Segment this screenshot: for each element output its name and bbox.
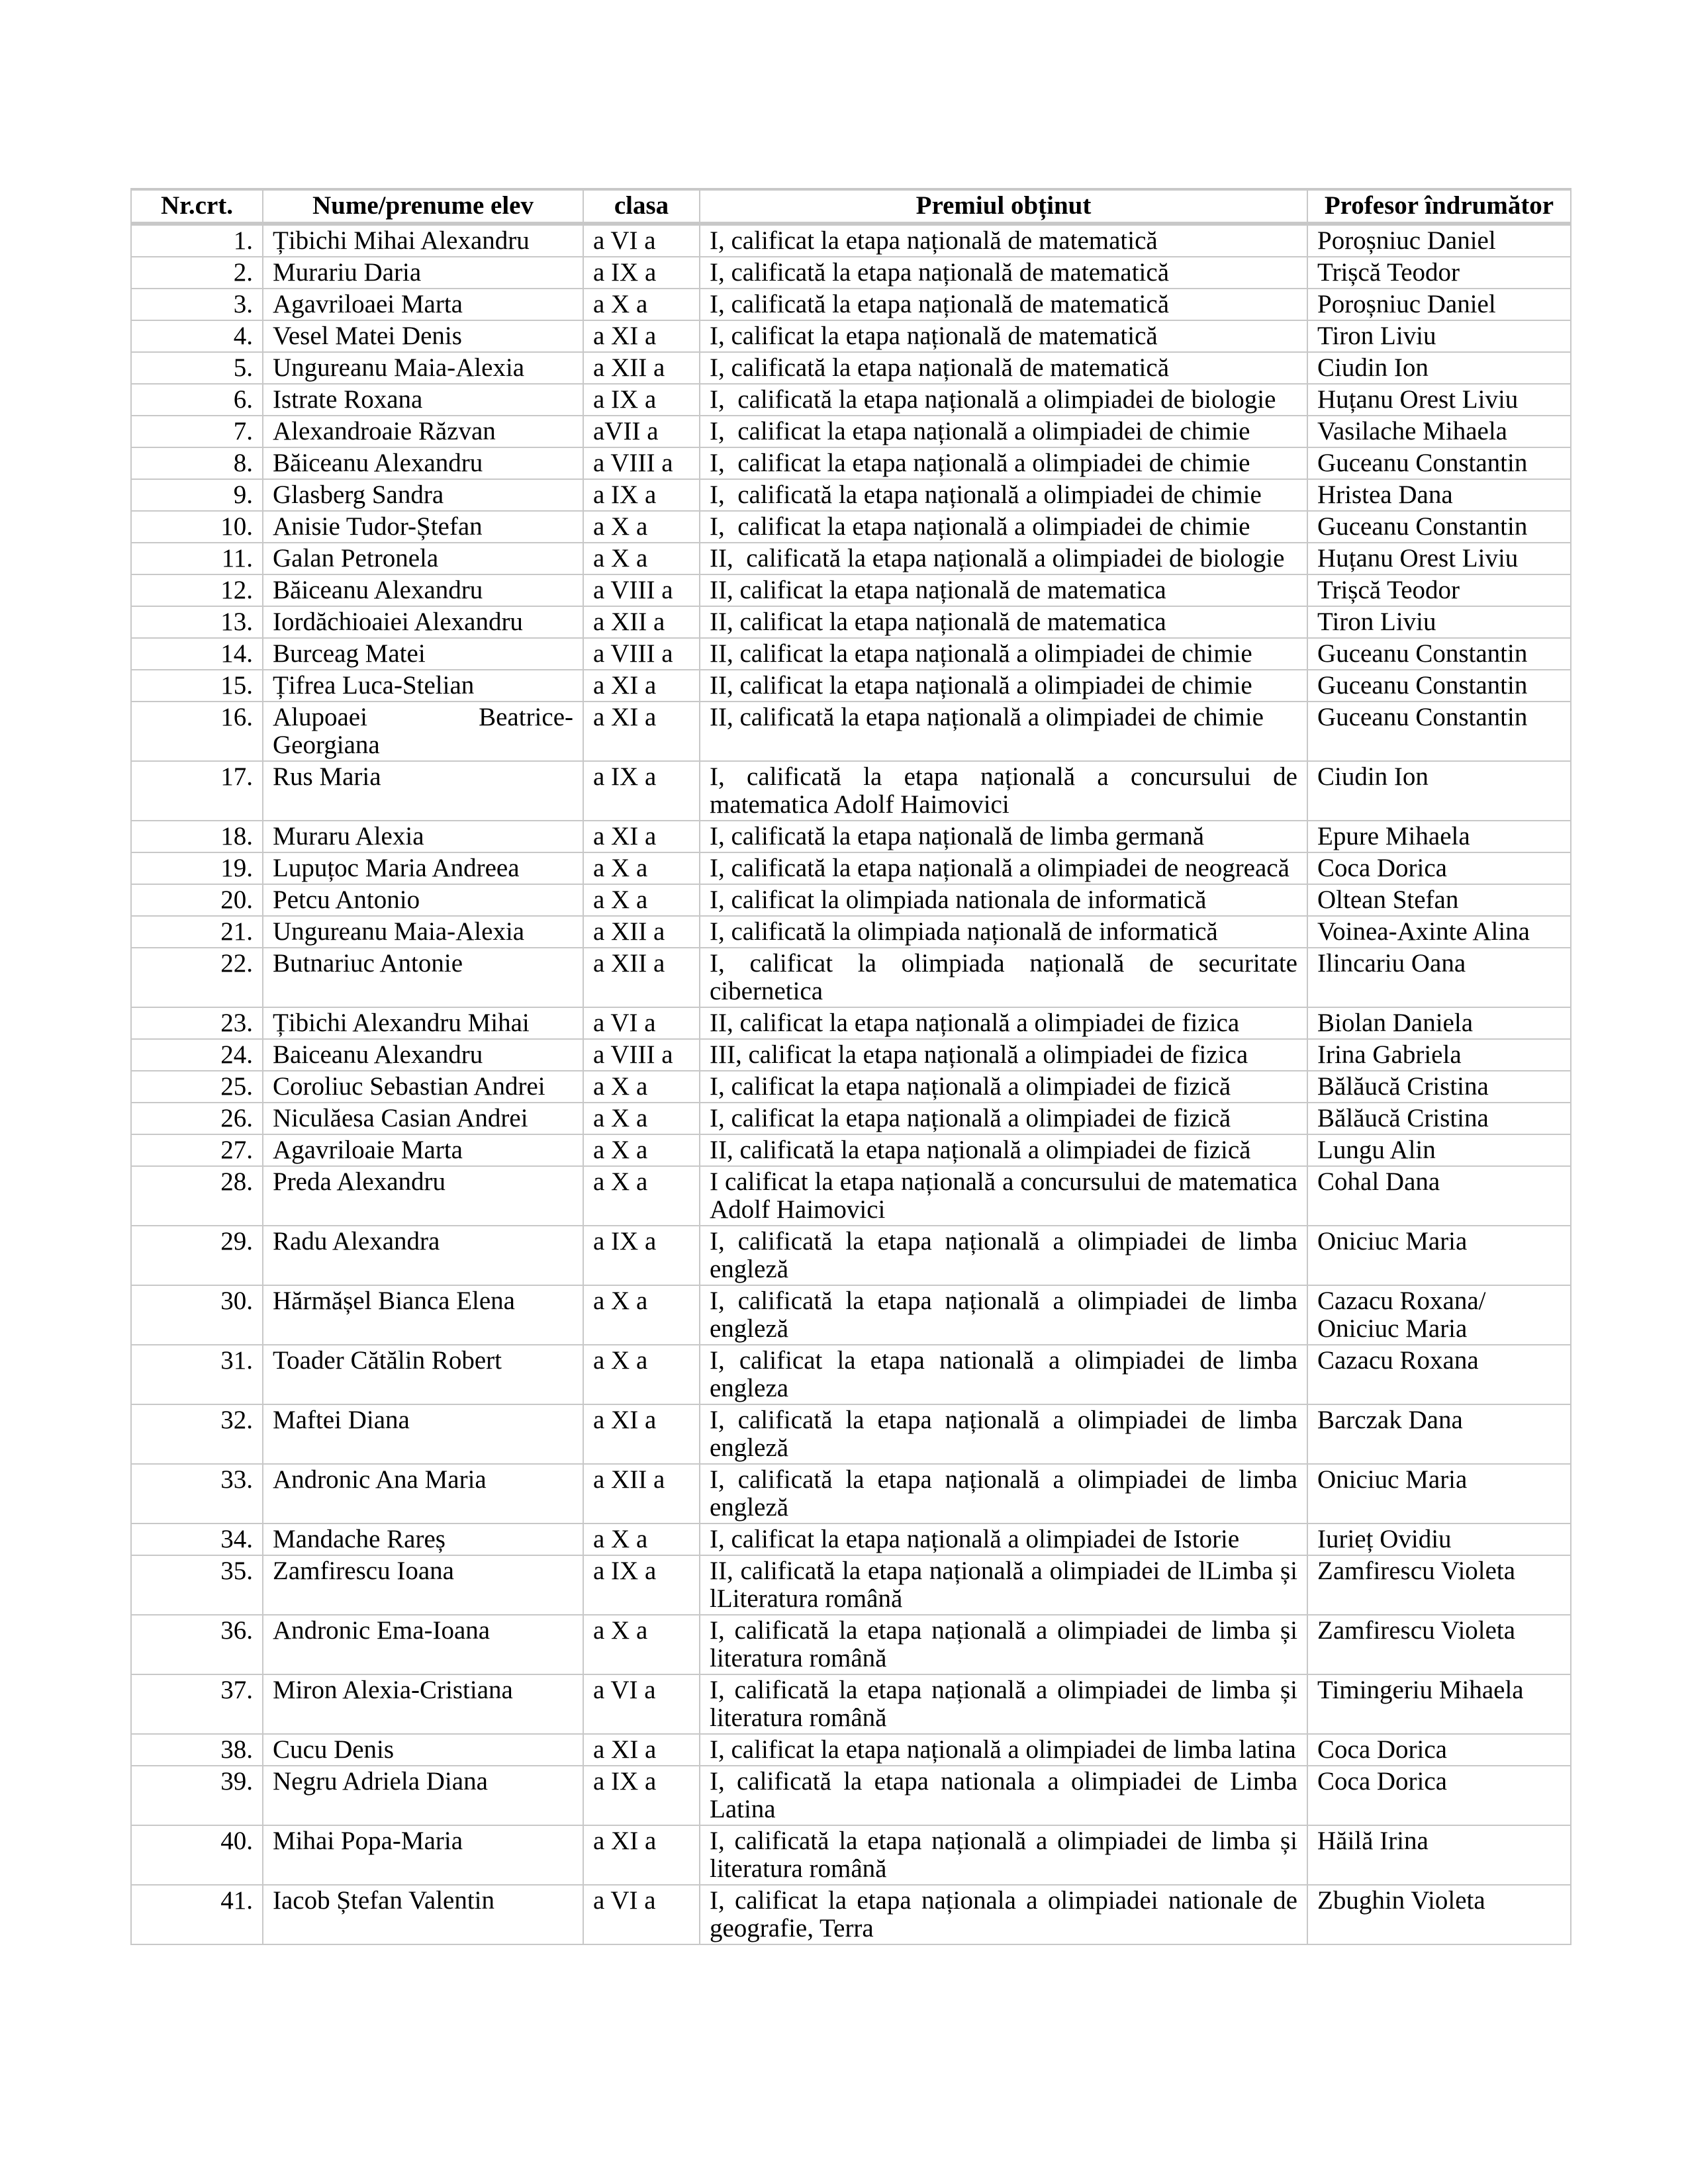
student-class: a IX a [583, 257, 700, 289]
row-number: 19. [131, 852, 263, 884]
student-name: Alexandroaie Răzvan [263, 416, 583, 447]
table-row [131, 1226, 1571, 1285]
teacher-name: Bălăucă Cristina [1307, 1071, 1571, 1103]
student-class: a XI a [583, 1825, 700, 1885]
student-name: Glasberg Sandra [263, 479, 583, 511]
student-class: a X a [583, 1071, 700, 1103]
row-number: 14. [131, 638, 263, 670]
prize-text: I, calificată la etapa națională de limba germană [700, 821, 1307, 852]
column-header-name: Nume/prenume elev [263, 189, 583, 224]
student-class: a X a [583, 1524, 700, 1555]
student-class: a XI a [583, 670, 700, 702]
row-number: 6. [131, 384, 263, 416]
table-row [131, 1166, 1571, 1226]
teacher-name: Guceanu Constantin [1307, 447, 1571, 479]
teacher-name: Guceanu Constantin [1307, 511, 1571, 543]
student-class: a IX a [583, 384, 700, 416]
student-name: Vesel Matei Denis [263, 320, 583, 352]
teacher-name: Trișcă Teodor [1307, 574, 1571, 606]
teacher-name: Voinea-Axinte Alina [1307, 916, 1571, 948]
row-number: 4. [131, 320, 263, 352]
row-number: 23. [131, 1007, 263, 1039]
prize-text: I, calificată la etapa națională a olimpiadei de limba și literatura română [700, 1825, 1307, 1885]
student-name: Niculăesa Casian Andrei [263, 1103, 583, 1134]
student-name: Preda Alexandru [263, 1166, 583, 1226]
table-row [131, 948, 1571, 1007]
student-class: a XI a [583, 320, 700, 352]
student-class: a X a [583, 1285, 700, 1345]
teacher-name: Bălăucă Cristina [1307, 1103, 1571, 1134]
table-row [131, 1555, 1571, 1615]
row-number: 30. [131, 1285, 263, 1345]
row-number: 11. [131, 543, 263, 574]
row-number: 33. [131, 1464, 263, 1524]
student-class: a X a [583, 852, 700, 884]
teacher-name: Zamfirescu Violeta [1307, 1615, 1571, 1674]
student-name: Radu Alexandra [263, 1226, 583, 1285]
student-name: Andronic Ema-Ioana [263, 1615, 583, 1674]
prize-text: II, calificată la etapa națională a olimpiadei de biologie [700, 543, 1307, 574]
row-number: 35. [131, 1555, 263, 1615]
student-class: a IX a [583, 479, 700, 511]
student-class: a VI a [583, 1885, 700, 1944]
prize-text: I, calificată la etapa națională a olimpiadei de limba engleză [700, 1285, 1307, 1345]
prize-text: I, calificată la etapa nationala a olimpiadei de Limba Latina [700, 1766, 1307, 1825]
teacher-name: Oltean Stefan [1307, 884, 1571, 916]
teacher-name: Cohal Dana [1307, 1166, 1571, 1226]
row-number: 39. [131, 1766, 263, 1825]
teacher-name: Timingeriu Mihaela [1307, 1674, 1571, 1734]
student-class: a VIII a [583, 447, 700, 479]
prize-text: I, calificată la etapa națională de matematică [700, 257, 1307, 289]
prize-text: I, calificat la etapa națională a olimpiadei de chimie [700, 447, 1307, 479]
student-class: a XII a [583, 916, 700, 948]
student-name: Murariu Daria [263, 257, 583, 289]
table-row [131, 606, 1571, 638]
prize-text: I, calificat la etapa națională a olimpiadei de limba latina [700, 1734, 1307, 1766]
student-class: a VIII a [583, 574, 700, 606]
table-row [131, 1825, 1571, 1885]
student-class: a X a [583, 1615, 700, 1674]
student-name: Mandache Rareș [263, 1524, 583, 1555]
row-number: 10. [131, 511, 263, 543]
teacher-name: Trișcă Teodor [1307, 257, 1571, 289]
student-class: a VI a [583, 1674, 700, 1734]
row-number: 18. [131, 821, 263, 852]
table-row [131, 1071, 1571, 1103]
column-header-teacher: Profesor îndrumător [1307, 189, 1571, 224]
student-name: Negru Adriela Diana [263, 1766, 583, 1825]
row-number: 36. [131, 1615, 263, 1674]
teacher-name: Poroșniuc Daniel [1307, 224, 1571, 257]
student-class: a X a [583, 884, 700, 916]
prize-text: II, calificat la etapa națională a olimpiadei de chimie [700, 670, 1307, 702]
table-row [131, 352, 1571, 384]
table-row [131, 224, 1571, 257]
row-number: 7. [131, 416, 263, 447]
table-row [131, 257, 1571, 289]
student-name: Iacob Ștefan Valentin [263, 1885, 583, 1944]
student-name: Țifrea Luca-Stelian [263, 670, 583, 702]
prize-text: I, calificată la olimpiada națională de informatică [700, 916, 1307, 948]
table-row [131, 916, 1571, 948]
table-row [131, 761, 1571, 821]
student-class: a VI a [583, 1007, 700, 1039]
student-name: Cucu Denis [263, 1734, 583, 1766]
teacher-name: Coca Dorica [1307, 1766, 1571, 1825]
prize-text: II, calificat la etapa națională a olimpiadei de fizica [700, 1007, 1307, 1039]
table-row [131, 1766, 1571, 1825]
row-number: 40. [131, 1825, 263, 1885]
student-class: a IX a [583, 1766, 700, 1825]
table-row [131, 574, 1571, 606]
teacher-name: Oniciuc Maria [1307, 1226, 1571, 1285]
row-number: 29. [131, 1226, 263, 1285]
student-class: a X a [583, 1134, 700, 1166]
table-row [131, 1615, 1571, 1674]
teacher-name: Tiron Liviu [1307, 320, 1571, 352]
row-number: 28. [131, 1166, 263, 1226]
student-name: Galan Petronela [263, 543, 583, 574]
teacher-name: Zamfirescu Violeta [1307, 1555, 1571, 1615]
table-row [131, 320, 1571, 352]
table-header-row [131, 189, 1571, 224]
prize-text: I, calificat la etapa națională a olimpiadei de Istorie [700, 1524, 1307, 1555]
prize-text: III, calificat la etapa națională a olimpiadei de fizica [700, 1039, 1307, 1071]
student-class: a XI a [583, 1404, 700, 1464]
teacher-name: Ciudin Ion [1307, 761, 1571, 821]
student-class: a XII a [583, 948, 700, 1007]
teacher-name: Barczak Dana [1307, 1404, 1571, 1464]
teacher-name: Huțanu Orest Liviu [1307, 543, 1571, 574]
prize-text: II, calificat la etapa națională de matematica [700, 606, 1307, 638]
teacher-name: Vasilache Mihaela [1307, 416, 1571, 447]
table-row [131, 1134, 1571, 1166]
prize-text: I, calificată la etapa națională a olimpiadei de limba engleză [700, 1464, 1307, 1524]
table-row [131, 1674, 1571, 1734]
table-row [131, 1464, 1571, 1524]
prize-text: I, calificată la etapa națională a olimpiadei de chimie [700, 479, 1307, 511]
row-number: 26. [131, 1103, 263, 1134]
prize-text: I, calificată la etapa națională a concursului de matematica Adolf Haimovici [700, 761, 1307, 821]
student-name: Țibichi Alexandru Mihai [263, 1007, 583, 1039]
student-class: a VI a [583, 224, 700, 257]
student-name: Anisie Tudor-Ștefan [263, 511, 583, 543]
prize-text: I, calificat la etapa naționala a olimpiadei nationale de geografie, Terra [700, 1885, 1307, 1944]
student-class: a X a [583, 1103, 700, 1134]
table-row [131, 852, 1571, 884]
row-number: 24. [131, 1039, 263, 1071]
row-number: 16. [131, 702, 263, 761]
student-name: Maftei Diana [263, 1404, 583, 1464]
teacher-name: Iurieț Ovidiu [1307, 1524, 1571, 1555]
student-name: Ungureanu Maia-Alexia [263, 916, 583, 948]
row-number: 32. [131, 1404, 263, 1464]
row-number: 34. [131, 1524, 263, 1555]
student-class: a XII a [583, 1464, 700, 1524]
row-number: 5. [131, 352, 263, 384]
prize-text: I, calificat la olimpiada națională de securitate cibernetica [700, 948, 1307, 1007]
prize-text: I, calificat la etapa națională a olimpiadei de chimie [700, 416, 1307, 447]
row-number: 27. [131, 1134, 263, 1166]
prize-text: I calificat la etapa națională a concursului de matematica Adolf Haimovici [700, 1166, 1307, 1226]
student-class: a XII a [583, 606, 700, 638]
student-class: a X a [583, 1166, 700, 1226]
row-number: 9. [131, 479, 263, 511]
prize-text: I, calificat la etapa națională a olimpiadei de fizică [700, 1071, 1307, 1103]
prize-text: I, calificată la etapa națională a olimpiadei de limba engleză [700, 1404, 1307, 1464]
teacher-name: Guceanu Constantin [1307, 702, 1571, 761]
row-number: 21. [131, 916, 263, 948]
student-class: aVII a [583, 416, 700, 447]
row-number: 15. [131, 670, 263, 702]
table-row [131, 702, 1571, 761]
student-class: a X a [583, 543, 700, 574]
student-name: Mihai Popa-Maria [263, 1825, 583, 1885]
prize-text: I, calificat la etapa națională de matematică [700, 320, 1307, 352]
row-number: 22. [131, 948, 263, 1007]
row-number: 41. [131, 1885, 263, 1944]
teacher-name: Biolan Daniela [1307, 1007, 1571, 1039]
teacher-name: Ilincariu Oana [1307, 948, 1571, 1007]
table-row [131, 1345, 1571, 1404]
student-name: Iordăchioaiei Alexandru [263, 606, 583, 638]
teacher-name: Coca Dorica [1307, 1734, 1571, 1766]
prize-text: I, calificată la etapa națională a olimpiadei de neogreacă [700, 852, 1307, 884]
student-name: Coroliuc Sebastian Andrei [263, 1071, 583, 1103]
row-number: 3. [131, 289, 263, 320]
student-name: Agavriloaie Marta [263, 1134, 583, 1166]
column-header-nr: Nr.crt. [131, 189, 263, 224]
student-name: Alupoaei Beatrice-Georgiana [263, 702, 583, 761]
student-name: Lupuțoc Maria Andreea [263, 852, 583, 884]
prize-text: I, calificat la olimpiada nationala de informatică [700, 884, 1307, 916]
teacher-name: Zbughin Violeta [1307, 1885, 1571, 1944]
teacher-name: Lungu Alin [1307, 1134, 1571, 1166]
teacher-name: Tiron Liviu [1307, 606, 1571, 638]
teacher-name: Cazacu Roxana/ Oniciuc Maria [1307, 1285, 1571, 1345]
column-header-class: clasa [583, 189, 700, 224]
table-row [131, 670, 1571, 702]
row-number: 2. [131, 257, 263, 289]
student-name: Țibichi Mihai Alexandru [263, 224, 583, 257]
table-row [131, 384, 1571, 416]
student-class: a X a [583, 289, 700, 320]
student-name: Agavriloaei Marta [263, 289, 583, 320]
table-row [131, 479, 1571, 511]
teacher-name: Epure Mihaela [1307, 821, 1571, 852]
teacher-name: Cazacu Roxana [1307, 1345, 1571, 1404]
prize-text: II, calificată la etapa națională a olimpiadei de chimie [700, 702, 1307, 761]
prize-text: I, calificată la etapa națională de matematică [700, 352, 1307, 384]
student-name: Andronic Ana Maria [263, 1464, 583, 1524]
student-name: Rus Maria [263, 761, 583, 821]
student-name: Baiceanu Alexandru [263, 1039, 583, 1071]
column-header-prize: Premiul obținut [700, 189, 1307, 224]
prize-text: I, calificat la etapa natională a olimpiadei de limba engleza [700, 1345, 1307, 1404]
student-class: a VIII a [583, 638, 700, 670]
row-number: 17. [131, 761, 263, 821]
teacher-name: Hăilă Irina [1307, 1825, 1571, 1885]
table-row [131, 289, 1571, 320]
student-class: a XI a [583, 1734, 700, 1766]
table-row [131, 1103, 1571, 1134]
prize-text: I, calificată la etapa națională a olimpiadei de limba engleză [700, 1226, 1307, 1285]
table-row [131, 1885, 1571, 1944]
teacher-name: Oniciuc Maria [1307, 1464, 1571, 1524]
table-row [131, 1404, 1571, 1464]
row-number: 38. [131, 1734, 263, 1766]
student-name: Muraru Alexia [263, 821, 583, 852]
teacher-name: Irina Gabriela [1307, 1039, 1571, 1071]
table-row [131, 1285, 1571, 1345]
row-number: 12. [131, 574, 263, 606]
table-row [131, 511, 1571, 543]
student-class: a IX a [583, 761, 700, 821]
teacher-name: Coca Dorica [1307, 852, 1571, 884]
table-row [131, 447, 1571, 479]
student-name: Miron Alexia-Cristiana [263, 1674, 583, 1734]
table-row [131, 416, 1571, 447]
table-row [131, 884, 1571, 916]
student-name: Ungureanu Maia-Alexia [263, 352, 583, 384]
prize-text: I, calificată la etapa națională a olimpiadei de limba și literatura română [700, 1615, 1307, 1674]
teacher-name: Ciudin Ion [1307, 352, 1571, 384]
prize-text: I, calificată la etapa națională a olimpiadei de biologie [700, 384, 1307, 416]
student-class: a XII a [583, 352, 700, 384]
student-name: Petcu Antonio [263, 884, 583, 916]
student-name: Băiceanu Alexandru [263, 574, 583, 606]
table-row [131, 543, 1571, 574]
student-name: Zamfirescu Ioana [263, 1555, 583, 1615]
student-class: a X a [583, 511, 700, 543]
row-number: 20. [131, 884, 263, 916]
student-name: Hărmășel Bianca Elena [263, 1285, 583, 1345]
table-row [131, 1039, 1571, 1071]
prize-text: I, calificat la etapa națională a olimpiadei de fizică [700, 1103, 1307, 1134]
prize-text: I, calificată la etapa națională de matematică [700, 289, 1307, 320]
student-name: Toader Cătălin Robert [263, 1345, 583, 1404]
prize-text: II, calificat la etapa națională a olimpiadei de chimie [700, 638, 1307, 670]
student-class: a X a [583, 1345, 700, 1404]
row-number: 13. [131, 606, 263, 638]
student-class: a VIII a [583, 1039, 700, 1071]
table-row [131, 821, 1571, 852]
student-name: Burceag Matei [263, 638, 583, 670]
row-number: 37. [131, 1674, 263, 1734]
row-number: 25. [131, 1071, 263, 1103]
teacher-name: Huțanu Orest Liviu [1307, 384, 1571, 416]
student-name: Istrate Roxana [263, 384, 583, 416]
student-class: a IX a [583, 1555, 700, 1615]
student-class: a IX a [583, 1226, 700, 1285]
table-row [131, 638, 1571, 670]
teacher-name: Guceanu Constantin [1307, 638, 1571, 670]
student-class: a XI a [583, 702, 700, 761]
teacher-name: Poroșniuc Daniel [1307, 289, 1571, 320]
student-class: a XI a [583, 821, 700, 852]
prize-text: I, calificat la etapa națională a olimpiadei de chimie [700, 511, 1307, 543]
prize-text: II, calificată la etapa națională a olimpiadei de fizică [700, 1134, 1307, 1166]
prize-text: II, calificată la etapa națională a olimpiadei de lLimba și lLiteratura română [700, 1555, 1307, 1615]
row-number: 1. [131, 224, 263, 257]
results-table [130, 188, 1571, 1945]
row-number: 8. [131, 447, 263, 479]
student-name: Butnariuc Antonie [263, 948, 583, 1007]
row-number: 31. [131, 1345, 263, 1404]
teacher-name: Hristea Dana [1307, 479, 1571, 511]
prize-text: I, calificată la etapa națională a olimpiadei de limba și literatura română [700, 1674, 1307, 1734]
prize-text: II, calificat la etapa națională de matematica [700, 574, 1307, 606]
teacher-name: Guceanu Constantin [1307, 670, 1571, 702]
table-row [131, 1524, 1571, 1555]
table-body [131, 224, 1571, 1944]
student-name: Băiceanu Alexandru [263, 447, 583, 479]
prize-text: I, calificat la etapa națională de matematică [700, 224, 1307, 257]
table-row [131, 1007, 1571, 1039]
table-row [131, 1734, 1571, 1766]
